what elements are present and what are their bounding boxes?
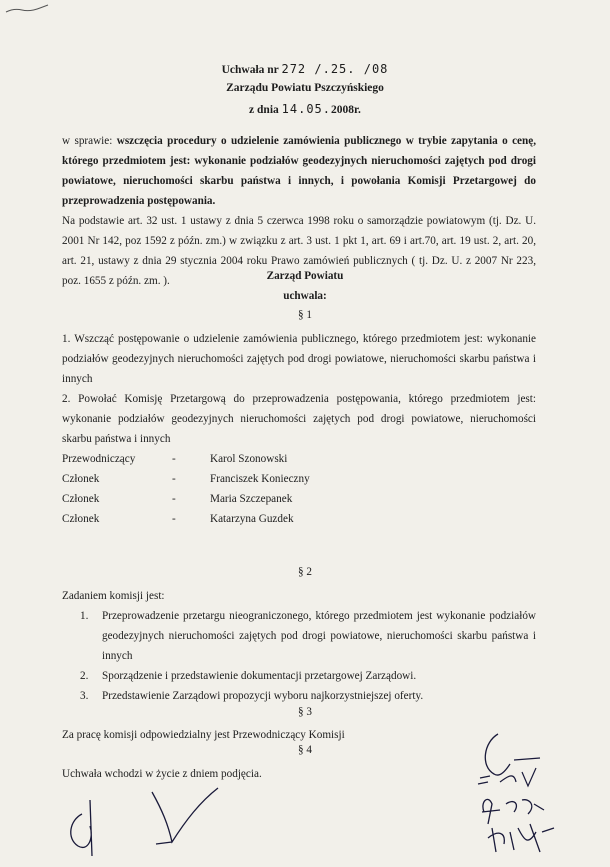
task-number: 3. <box>80 690 89 702</box>
member-role: Członek <box>62 473 100 485</box>
issuing-body: Zarządu Powiatu Pszczyńskiego <box>226 82 384 94</box>
member-dash: - <box>172 453 176 465</box>
task-number: 2. <box>80 670 89 682</box>
member-name: Katarzyna Guzdek <box>210 513 294 525</box>
scan-mark-icon <box>4 2 52 16</box>
member-name: Franciszek Konieczny <box>210 473 310 485</box>
s4-text: Uchwała wchodzi w życie z dniem podjęcia. <box>62 768 262 780</box>
s1-point-1: 1. Wszcząć postępowanie o udzielenie zamówienia publicznego, którego przedmiotem jest: wykonanie podziałów geodezyjnych nieruchomości zajętych pod drogi powiatowe, nieruchomości skarbu państwa i innych <box>62 333 536 385</box>
handwritten-number: 272 /.25. /08 <box>281 62 389 76</box>
subject-paragraph: w sprawie: wszczęcia procedury o udzielenie zamówienia publicznego w trybie zapytania o cenę, którego przedmiotem jest: wykonanie podziałów geodezyjnych nieruchomości zajętych pod drogi powiatowe, nieruchomości skarbu państwa i innych, i powołania Komisji Przetargowej do przeprowadzenia postępowania. <box>62 135 536 207</box>
task-item <box>80 606 536 666</box>
member-dash: - <box>172 473 176 485</box>
task-text: Przedstawienie Zarządowi propozycji wyboru najkorzystniejszej oferty. <box>102 690 424 702</box>
resolution-date: z dnia 14.05.2008r. <box>249 102 361 116</box>
member-dash: - <box>172 513 176 525</box>
tasks-intro: Zadaniem komisji jest: <box>62 590 165 602</box>
section-4-heading: § 4 <box>298 744 312 756</box>
task-text: Sporządzenie i przedstawienie dokumentacji przetargowej Zarządowi. <box>102 670 417 682</box>
member-role: Członek <box>62 493 100 505</box>
section-3-heading: § 3 <box>298 706 312 718</box>
board-heading: Zarząd Powiatu <box>266 270 344 282</box>
handwritten-date: 14.05. <box>281 102 331 116</box>
task-item <box>80 666 536 686</box>
member-role: Członek <box>62 513 100 525</box>
resolution-number: Uchwała nr 272 /.25. /08 <box>221 62 389 76</box>
signature-left-icon <box>60 780 230 860</box>
section-2-heading: § 2 <box>298 566 312 578</box>
legal-basis-paragraph: Na podstawie art. 32 ust. 1 ustawy z dnia 5 czerwca 1998 roku o samorządzie powiatowym (tj. Dz. U. 2001 Nr 142, poz 1592 z późn. zm.) w związku z art. 3 ust. 1 pkt 1, art. 69 i art.70, art. 19 ust. 2, art. 20, art. 21, ustawy z dnia 29 stycznia 2004 roku Prawo zamówień publicznych ( tj. Dz. U. z 2007 Nr 223, poz. 1655 z późn. zm. ). <box>62 215 536 287</box>
member-name: Maria Szczepanek <box>210 493 293 505</box>
member-name: Karol Szonowski <box>210 453 288 465</box>
resolves-heading: uchwala: <box>283 290 327 302</box>
task-text: Przeprowadzenie przetargu nieograniczonego, którego przedmiotem jest wykonanie podziałów geodezyjnych nieruchomości zajętych pod drogi powiatowe, nieruchomości skarbu państwa i innych <box>102 610 536 662</box>
section-1-heading: § 1 <box>298 309 312 321</box>
task-item <box>80 686 536 706</box>
member-dash: - <box>172 493 176 505</box>
member-role: Przewodniczący <box>62 453 136 465</box>
s3-text: Za pracę komisji odpowiedzialny jest Przewodniczący Komisji <box>62 729 345 741</box>
signatures-right-icon <box>470 720 608 865</box>
s1-point-2: 2. Powołać Komisję Przetargową do przeprowadzenia postępowania, którego przedmiotem jest: wykonanie podziałów geodezyjnych nieruchomości zajętych pod drogi powiatowe, nieruchomości skarbu państwa i innych <box>62 393 536 445</box>
task-number: 1. <box>80 610 89 622</box>
